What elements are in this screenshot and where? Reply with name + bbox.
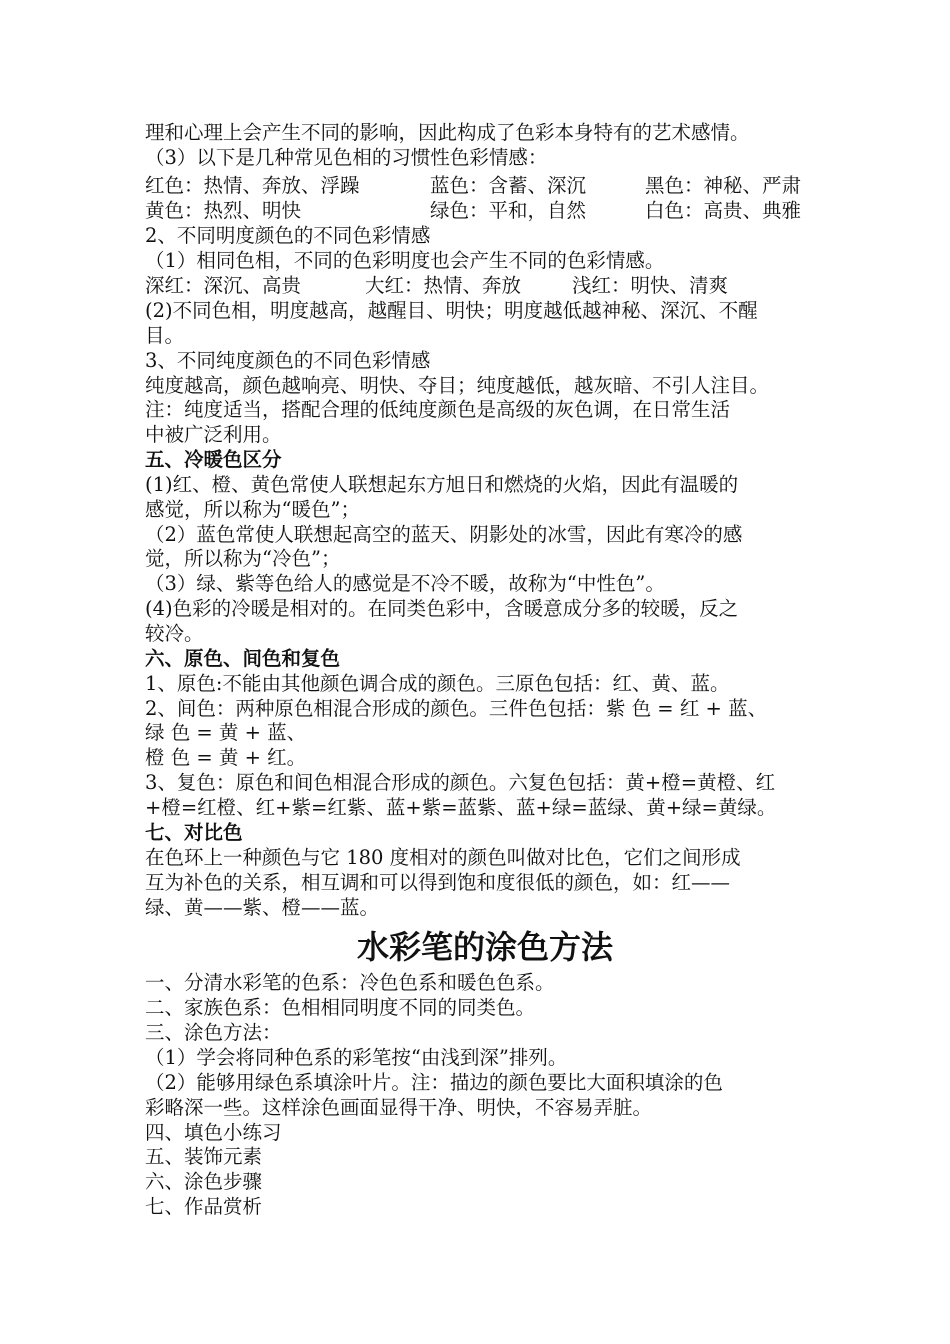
text-line: 互为补色的关系，相互调和可以得到饱和度很低的颜色，如：红—— [145,871,731,894]
text-line: (4)色彩的冷暖是相对的。在同类色彩中，含暖意成分多的较暖，反之 [145,597,739,620]
section-heading: 六、原色、间色和复色 [145,647,341,670]
text-line: 2、不同明度颜色的不同色彩情感 [145,224,431,247]
text-line: （3）绿、紫等色给人的感觉是不冷不暖，故称为“中性色”。 [145,572,665,595]
text-line: 1、原色:不能由其他颜色调合成的颜色。三原色包括：红、黄、蓝。 [145,672,730,695]
hue-black: 黑色：神秘、严肃 [645,174,802,197]
text-line: 2、间色：两种原色相混合形成的颜色。三件色包括：紫 色 = 红 + 蓝、 [145,697,768,720]
hue-blue: 蓝色：含蓄、深沉 [430,174,587,197]
text-line: 三、涂色方法： [145,1021,282,1044]
text-line: 绿、黄——紫、橙——蓝。 [145,896,380,919]
value-light-red: 浅红：明快、清爽 [572,274,729,297]
section-title: 水彩笔的涂色方法 [356,928,613,966]
text-line: （3）以下是几种常见色相的习惯性色彩情感： [145,146,548,169]
text-line: 七、作品赏析 [145,1195,263,1218]
text-line: +橙=红橙、红+紫=红紫、蓝+紫=蓝紫、蓝+绿=蓝绿、黄+绿=黄绿。 [145,796,777,819]
text-line: 觉，所以称为“冷色”； [145,547,341,570]
text-line: （2）蓝色常使人联想起高空的蓝天、阴影处的冰雪，因此有寒冷的感 [145,523,743,546]
text-line: 彩略深一些。这样涂色画面显得干净、明快，不容易弄脏。 [145,1096,653,1119]
section-heading: 七、对比色 [145,821,243,844]
text-line: 目。 [145,324,185,347]
text-line: 一、分清水彩笔的色系：冷色色系和暖色色系。 [145,971,555,994]
value-bright-red: 大红：热情、奔放 [365,274,522,297]
text-line: 在色环上一种颜色与它 180 度相对的颜色叫做对比色，它们之间形成 [145,846,741,869]
text-line: 纯度越高，颜色越响亮、明快、夺目；纯度越低，越灰暗、不引人注目。 [145,374,770,397]
text-line: 中被广泛利用。 [145,423,282,446]
text-line: 五、装饰元素 [145,1145,263,1168]
hue-white: 白色：高贵、典雅 [645,199,802,222]
value-row [145,274,825,299]
text-line: (2)不同色相，明度越高，越醒目、明快；明度越低越神秘、深沉、不醒 [145,299,758,322]
text-line: 3、复色：原色和间色相混合形成的颜色。六复色包括：黄+橙=黄橙、红 [145,771,776,794]
text-line: 注：纯度适当，搭配合理的低纯度颜色是高级的灰色调，在日常生活 [145,398,731,421]
text-line: 六、涂色步骤 [145,1170,263,1193]
text-line: （1）相同色相，不同的色彩明度也会产生不同的色彩情感。 [145,249,665,272]
section-heading: 五、冷暖色区分 [145,448,282,471]
text-line: 绿 色 = 黄 + 蓝、 [145,721,307,744]
hue-row [145,174,825,199]
text-line: 3、不同纯度颜色的不同色彩情感 [145,349,431,372]
hue-row [145,199,825,224]
text-line: 二、家族色系：色相相同明度不同的同类色。 [145,996,536,1019]
text-line: (1)红、橙、黄色常使人联想起东方旭日和燃烧的火焰，因此有温暖的 [145,473,739,496]
hue-yellow: 黄色：热烈、明快 [145,199,302,222]
text-line: （2）能够用绿色系填涂叶片。注：描边的颜色要比大面积填涂的色 [145,1071,723,1094]
text-line: 理和心理上会产生不同的影响，因此构成了色彩本身特有的艺术感情。 [145,121,750,144]
text-line: 四、填色小练习 [145,1121,282,1144]
hue-red: 红色：热情、奔放、浮躁 [145,174,360,197]
text-line: 感觉，所以称为“暖色”； [145,498,360,521]
text-line: 较冷。 [145,622,204,645]
text-line: （1）学会将同种色系的彩笔按“由浅到深”排列。 [145,1046,568,1069]
text-line: 橙 色 = 黄 + 红。 [145,746,307,769]
hue-green: 绿色：平和，自然 [430,199,587,222]
value-dark-red: 深红：深沉、高贵 [145,274,302,297]
